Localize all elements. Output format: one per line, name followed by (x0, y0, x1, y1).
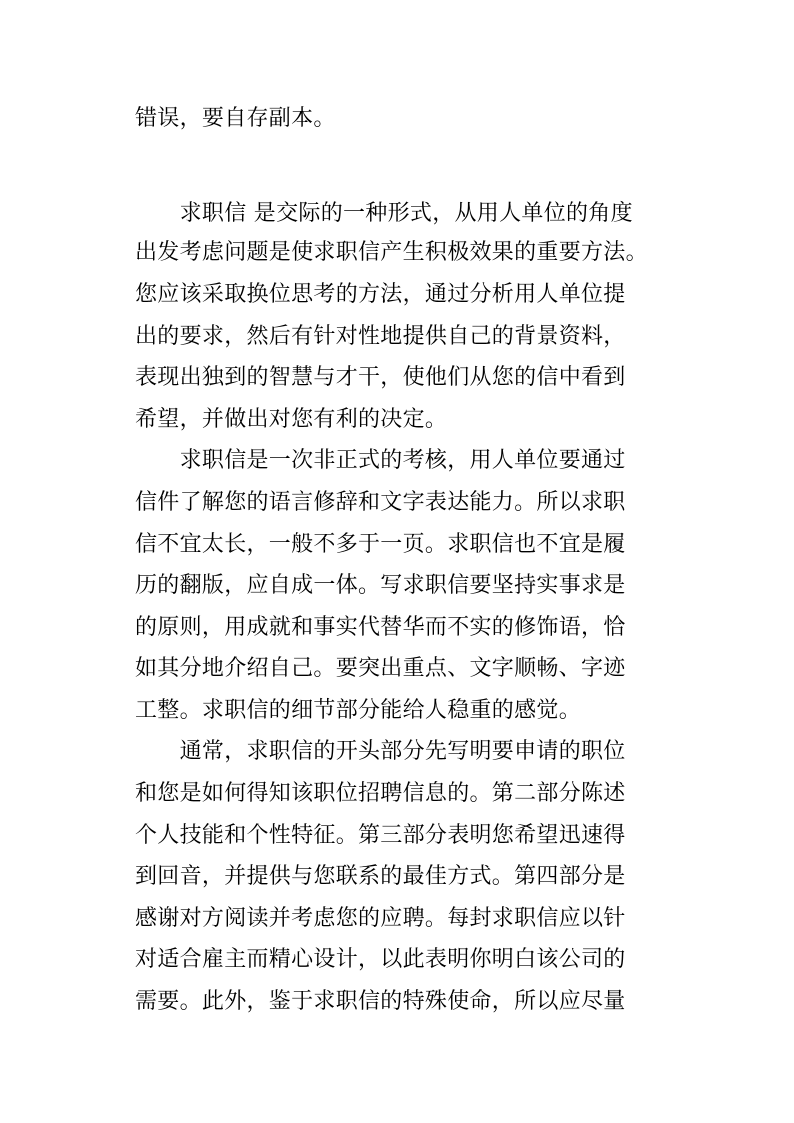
text-line: 如其分地介绍自己。要突出重点、文字顺畅、字迹 (135, 656, 626, 681)
text-line: 需要。此外，鉴于求职信的特殊使命，所以应尽量 (135, 989, 626, 1014)
text-line: 您应该采取换位思考的方法，通过分析用人单位提 (135, 282, 626, 307)
text-line: 出的要求，然后有针对性地提供自己的背景资料， (135, 324, 626, 349)
text-line: 个人技能和个性特征。第三部分表明您希望迅速得 (135, 823, 626, 848)
text-line: 出发考虑问题是使求职信产生积极效果的重要方法。 (135, 240, 648, 265)
text-line: 和您是如何得知该职位招聘信息的。第二部分陈述 (135, 781, 626, 806)
text-line: 的原则，用成就和事实代替华而不实的修饰语，恰 (135, 615, 626, 640)
text-line: 到回音，并提供与您联系的最佳方式。第四部分是 (135, 864, 626, 889)
text-line: 错误，要自存副本。 (135, 106, 336, 131)
text-line: 对适合雇主而精心设计，以此表明你明白该公司的 (135, 947, 626, 972)
text-line: 信不宜太长，一般不多于一页。求职信也不宜是履 (135, 532, 626, 557)
text-line: 工整。求职信的细节部分能给人稳重的感觉。 (135, 698, 582, 723)
text-line: 历的翻版，应自成一体。写求职信要坚持实事求是 (135, 573, 626, 598)
text-line: 表现出独到的智慧与才干，使他们从您的信中看到 (135, 365, 626, 390)
text-line: 信件了解您的语言修辞和文字表达能力。所以求职 (135, 490, 626, 515)
text-line: 希望，并做出对您有利的决定。 (135, 407, 448, 432)
text-line: 求职信是一次非正式的考核，用人单位要通过 (135, 448, 626, 473)
text-line: 通常，求职信的开头部分先写明要申请的职位 (135, 739, 626, 764)
text-line: 求职信 是交际的一种形式，从用人单位的角度 (135, 201, 633, 226)
text-line: 感谢对方阅读并考虑您的应聘。每封求职信应以针 (135, 906, 626, 931)
